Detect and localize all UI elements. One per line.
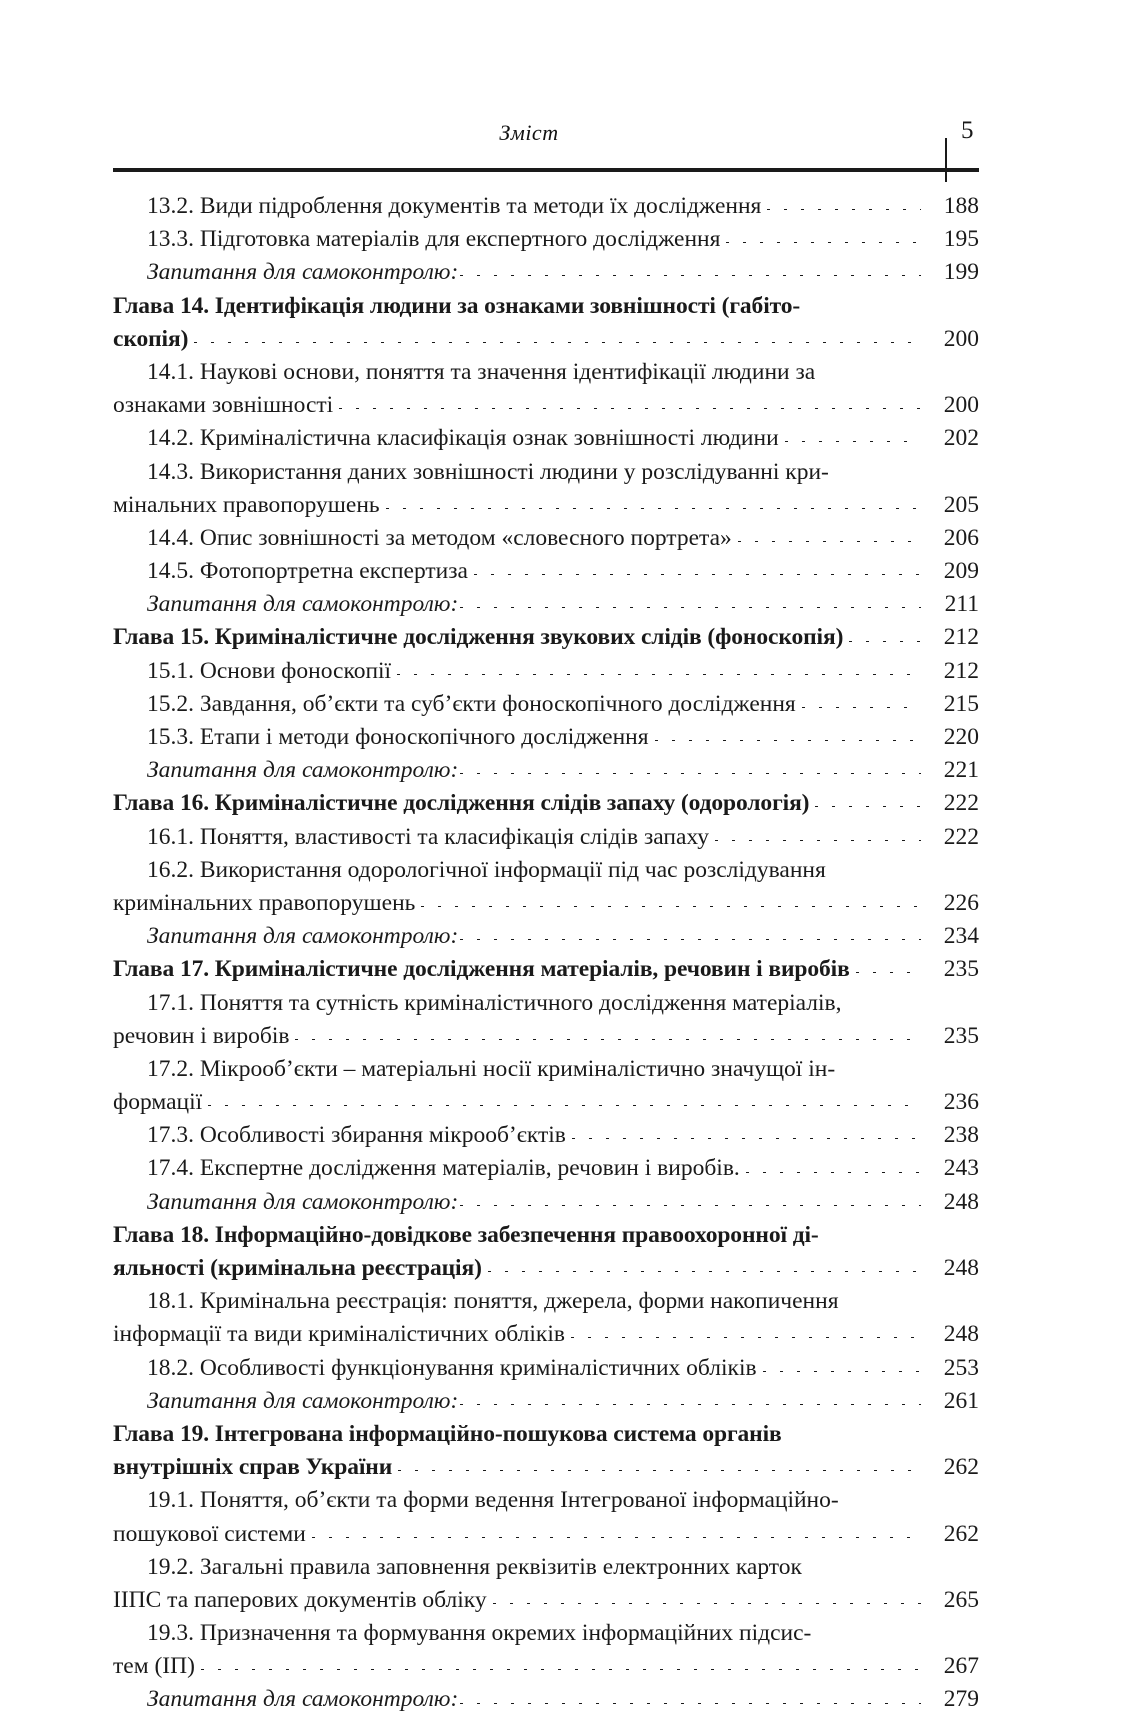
toc-entry-label: Глава 15. Криміналістичне дослідження звукових слідів (фоноскопія)	[113, 624, 844, 651]
toc-dot-leader	[460, 1404, 921, 1405]
toc-entry[interactable]	[113, 1219, 979, 1252]
toc-dot-leader	[208, 1105, 921, 1106]
toc-entry-page: 222	[943, 790, 979, 817]
toc-entry-page: 206	[943, 524, 979, 551]
toc-entry[interactable]	[113, 190, 979, 223]
toc-dot-leader	[460, 939, 921, 940]
toc-dot-leader	[817, 1636, 921, 1637]
toc-entry-page: 212	[943, 624, 979, 651]
toc-dot-leader	[460, 773, 921, 774]
toc-entry-label: кримінальних правопорушень	[113, 889, 416, 916]
toc-entry[interactable]	[113, 389, 979, 422]
toc-dot-leader	[339, 408, 921, 409]
toc-entry[interactable]	[113, 1252, 979, 1285]
table-of-contents	[113, 190, 979, 1717]
toc-entry-label: 19.2. Загальні правила заповнення реквізитів електронних карток	[147, 1553, 802, 1580]
toc-entry[interactable]	[113, 655, 979, 688]
toc-entry[interactable]	[113, 787, 979, 820]
toc-dot-leader	[845, 1503, 921, 1504]
toc-entry-page: 195	[943, 226, 979, 253]
toc-entry-page: 253	[943, 1354, 979, 1381]
toc-entry-label: Запитання для самоконтролю:	[147, 1387, 459, 1414]
toc-entry-label: внутрішніх справ України	[113, 1454, 393, 1481]
toc-entry[interactable]	[113, 522, 979, 555]
toc-dot-leader	[295, 1039, 921, 1040]
toc-dot-leader	[788, 1437, 921, 1438]
toc-entry-label: Запитання для самоконтролю:	[147, 1188, 459, 1215]
toc-entry[interactable]	[113, 1551, 979, 1584]
toc-dot-leader	[767, 209, 921, 210]
toc-entry[interactable]	[113, 1086, 979, 1119]
toc-entry[interactable]	[113, 422, 979, 455]
toc-entry[interactable]	[113, 953, 979, 986]
toc-entry-page: 215	[943, 690, 979, 717]
toc-entry-label: 19.3. Призначення та формування окремих інформаційних підсис-	[147, 1620, 812, 1647]
toc-entry-label: 14.5. Фотопортретна експертиза	[147, 558, 468, 585]
toc-entry[interactable]	[113, 821, 979, 854]
toc-dot-leader	[821, 375, 921, 376]
toc-entry-label: 14.2. Криміналістична класифікація ознак зовнішності людини	[147, 425, 779, 452]
toc-entry-page: 248	[943, 1255, 979, 1281]
toc-entry[interactable]	[113, 588, 979, 621]
toc-entry-label: тем (ІП)	[113, 1653, 195, 1680]
toc-entry[interactable]	[113, 754, 979, 787]
toc-entry-page: 261	[943, 1387, 979, 1414]
toc-entry-label: яльності (кримінальна реєстрація)	[113, 1255, 482, 1281]
toc-entry-label: формації	[113, 1089, 203, 1116]
toc-dot-leader	[488, 1271, 921, 1272]
toc-entry-page: 221	[943, 757, 979, 784]
toc-entry-label: 15.1. Основи фоноскопії	[147, 657, 392, 684]
toc-entry-label: ознаками зовнішності	[113, 392, 334, 419]
toc-entry-label: 14.1. Наукові основи, поняття та значення ідентифікації людини за	[147, 358, 816, 385]
toc-dot-leader	[571, 1337, 921, 1338]
toc-entry[interactable]	[113, 1484, 979, 1517]
toc-entry-page: 209	[943, 558, 979, 585]
toc-dot-leader	[841, 1072, 921, 1073]
toc-entry[interactable]	[113, 854, 979, 887]
toc-dot-leader	[825, 1238, 921, 1239]
toc-entry[interactable]	[113, 555, 979, 588]
toc-entry-page: 211	[944, 591, 979, 618]
toc-entry[interactable]	[113, 256, 979, 289]
running-head	[113, 118, 979, 180]
toc-entry-label: 18.2. Особливості функціонування криміналістичних обліків	[147, 1354, 757, 1381]
toc-dot-leader	[655, 740, 921, 741]
toc-entry[interactable]	[113, 1020, 979, 1053]
toc-dot-leader	[808, 1570, 921, 1571]
toc-entry[interactable]	[113, 688, 979, 721]
toc-dot-leader	[460, 275, 921, 276]
toc-entry-label: мінальних правопорушень	[113, 491, 380, 518]
toc-entry[interactable]	[113, 721, 979, 754]
toc-dot-leader	[474, 574, 921, 575]
toc-dot-leader	[397, 674, 921, 675]
toc-entry-label: 16.2. Використання одорологічної інформації під час розслідування	[147, 856, 826, 883]
toc-dot-leader	[460, 1205, 921, 1206]
toc-entry-label: 17.1. Поняття та сутність криміналістичного дослідження матеріалів,	[147, 989, 842, 1016]
toc-entry[interactable]	[113, 323, 979, 356]
toc-dot-leader	[194, 342, 921, 343]
toc-entry[interactable]	[113, 887, 979, 920]
toc-entry[interactable]	[113, 456, 979, 489]
toc-entry-page: 200	[943, 392, 979, 419]
toc-dot-leader	[738, 541, 921, 542]
toc-entry[interactable]	[113, 1119, 979, 1152]
toc-dot-leader	[398, 1470, 921, 1471]
toc-entry[interactable]	[113, 1683, 979, 1716]
toc-entry-label: 17.2. Мікрооб’єкти – матеріальні носії криміналістично значущої ін-	[147, 1055, 836, 1082]
toc-entry-page: 200	[943, 325, 979, 352]
toc-dot-leader	[493, 1603, 921, 1604]
toc-dot-leader	[460, 1703, 921, 1704]
toc-entry[interactable]	[113, 1584, 979, 1617]
toc-dot-leader	[832, 873, 921, 874]
toc-entry-label: Запитання для самоконтролю:	[147, 591, 459, 618]
toc-entry-label: Глава 17. Криміналістичне дослідження матеріалів, речовин і виробів	[113, 956, 850, 983]
toc-dot-leader	[201, 1669, 921, 1670]
toc-entry[interactable]	[113, 1152, 979, 1185]
toc-entry-page: 222	[943, 823, 979, 850]
toc-entry-label: 13.2. Види підроблення документів та методи їх дослідження	[147, 193, 762, 219]
toc-entry-page: 236	[943, 1089, 979, 1116]
toc-entry[interactable]	[113, 223, 979, 256]
toc-dot-leader	[849, 641, 921, 642]
toc-entry[interactable]	[113, 1285, 979, 1318]
toc-dot-leader	[460, 607, 921, 608]
toc-entry-label: Глава 16. Криміналістичне дослідження слідів запаху (одорологія)	[113, 790, 810, 817]
toc-entry-page: 212	[943, 657, 979, 684]
toc-entry-page: 235	[943, 956, 979, 983]
toc-entry-page: 262	[943, 1454, 979, 1481]
toc-entry[interactable]	[113, 1418, 979, 1451]
toc-entry-label: 17.4. Експертне дослідження матеріалів, речовин і виробів.	[147, 1155, 740, 1182]
toc-dot-leader	[785, 441, 921, 442]
toc-entry[interactable]	[113, 1186, 979, 1219]
toc-entry-label: Глава 18. Інформаційно-довідкове забезпечення правоохоронної ді-	[113, 1221, 819, 1248]
toc-entry[interactable]	[113, 920, 979, 953]
toc-entry-label: 19.1. Поняття, об’єкти та форми ведення Інтегрованої інформаційно-	[147, 1487, 839, 1514]
toc-entry-label: 14.3. Використання даних зовнішності людини у розслідуванні кри-	[147, 458, 829, 485]
toc-entry-page: 248	[943, 1321, 979, 1348]
toc-entry-label: 13.3. Підготовка матеріалів для експертного дослідження	[147, 226, 721, 253]
toc-entry-page: 188	[943, 193, 979, 219]
toc-entry-label: пошукової системи	[113, 1520, 306, 1547]
toc-entry-page: 220	[943, 724, 979, 750]
toc-entry[interactable]	[113, 290, 979, 323]
header-vertical-tick	[945, 138, 947, 182]
toc-entry-label: ІІПС та паперових документів обліку	[113, 1586, 487, 1613]
toc-dot-leader	[746, 1172, 921, 1173]
toc-dot-leader	[572, 1138, 921, 1139]
toc-entry[interactable]	[113, 1451, 979, 1484]
toc-entry[interactable]	[113, 1385, 979, 1418]
toc-entry[interactable]	[113, 356, 979, 389]
page-number: 5	[961, 117, 974, 144]
toc-entry-page: 248	[943, 1188, 979, 1215]
toc-entry-label: Глава 14. Ідентифікація людини за ознаками зовнішності (габіто-	[113, 292, 801, 319]
toc-entry[interactable]	[113, 489, 979, 522]
toc-entry-page: 234	[943, 923, 979, 950]
toc-entry-label: 17.3. Особливості збирання мікрооб’єктів	[147, 1122, 566, 1149]
toc-dot-leader	[312, 1537, 921, 1538]
toc-entry-page: 226	[943, 889, 979, 916]
toc-entry-label: Запитання для самоконтролю:	[147, 923, 459, 950]
toc-entry-label: 15.3. Етапи і методи фоноскопічного дослідження	[147, 724, 649, 750]
toc-entry-label: Глава 19. Інтегрована інформаційно-пошукова система органів	[113, 1420, 782, 1447]
toc-entry-label: Запитання для самоконтролю:	[147, 757, 459, 784]
toc-entry-page: 265	[943, 1586, 979, 1613]
toc-entry[interactable]	[113, 987, 979, 1020]
toc-entry[interactable]	[113, 1518, 979, 1551]
toc-entry-label: 14.4. Опис зовнішності за методом «словесного портрета»	[147, 524, 732, 551]
toc-entry-label: речовин і виробів	[113, 1022, 290, 1049]
toc-dot-leader	[802, 707, 921, 708]
toc-entry[interactable]	[113, 1352, 979, 1385]
toc-entry-label: 16.1. Поняття, властивості та класифікація слідів запаху	[147, 823, 710, 850]
toc-dot-leader	[421, 906, 921, 907]
toc-entry-page: 243	[943, 1155, 979, 1182]
toc-entry[interactable]	[113, 621, 979, 654]
toc-dot-leader	[726, 242, 921, 243]
toc-dot-leader	[856, 972, 921, 973]
toc-entry-page: 202	[943, 425, 979, 452]
toc-entry-label: Запитання для самоконтролю:	[147, 1686, 459, 1713]
toc-entry-page: 199	[943, 259, 979, 286]
toc-entry-page: 267	[943, 1653, 979, 1680]
toc-dot-leader	[845, 1304, 921, 1305]
toc-entry-page: 262	[943, 1520, 979, 1547]
toc-dot-leader	[806, 309, 921, 310]
toc-entry-label: 15.2. Завдання, об’єкти та суб’єкти фоноскопічного дослідження	[147, 690, 796, 717]
toc-dot-leader	[815, 806, 921, 807]
toc-entry[interactable]	[113, 1650, 979, 1683]
toc-entry-label: 18.1. Кримінальна реєстрація: поняття, джерела, форми накопичення	[147, 1288, 839, 1315]
toc-dot-leader	[386, 508, 921, 509]
toc-entry-page: 205	[943, 491, 979, 518]
toc-dot-leader	[763, 1371, 921, 1372]
toc-entry-page: 235	[943, 1022, 979, 1049]
toc-dot-leader	[835, 475, 921, 476]
toc-dot-leader	[848, 1006, 921, 1007]
toc-entry-label: Запитання для самоконтролю:	[147, 259, 459, 286]
page-title: Зміст	[499, 120, 559, 145]
toc-entry[interactable]	[113, 1318, 979, 1351]
toc-entry-label: скопія)	[113, 325, 189, 352]
toc-entry-page: 279	[943, 1686, 979, 1713]
toc-entry-label: інформації та види криміналістичних обліків	[113, 1321, 565, 1348]
toc-entry[interactable]	[113, 1053, 979, 1086]
header-rule	[113, 168, 979, 172]
toc-dot-leader	[715, 840, 921, 841]
toc-entry[interactable]	[113, 1617, 979, 1650]
toc-entry-page: 238	[943, 1122, 979, 1149]
